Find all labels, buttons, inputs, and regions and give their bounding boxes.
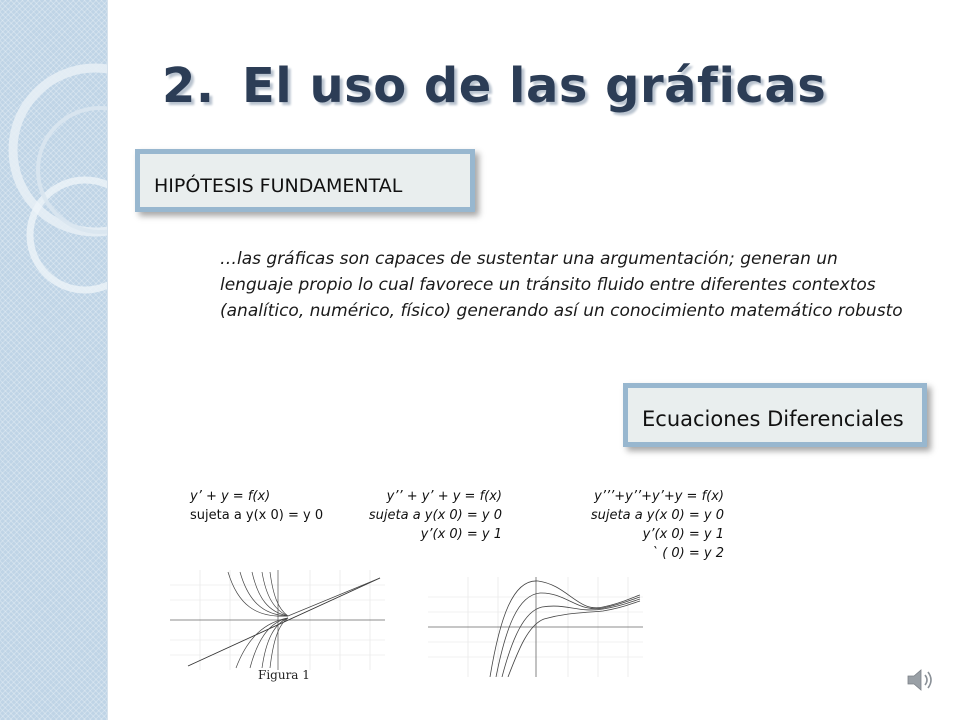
quote-line: …las gráficas son capaces de sustentar una argumentación; generan un (220, 249, 838, 269)
hypothesis-box: HIPÓTESIS FUNDAMENTAL (135, 149, 475, 212)
quote-line: (analítico, numérico, físico) generando así un conocimiento matemático robusto (220, 301, 903, 321)
quote-line: lenguaje propio lo cual favorece un tránsito fluido entre diferentes contextos (220, 275, 876, 295)
slide-title (162, 58, 826, 114)
title-number: 2. (162, 58, 215, 114)
first-order-solution-graph (170, 570, 385, 670)
equation-line: y’’’+y’’+y’+y = f(x) (594, 489, 724, 504)
higher-order-solution-graph (428, 577, 643, 677)
speaker-icon[interactable] (905, 665, 935, 695)
equation-line: y’’ + y’ + y = f(x) (386, 489, 502, 504)
equation-line: sujeta a y(x 0) = y 0 (190, 508, 324, 523)
equation-line: sujeta a y(x 0) = y 0 (368, 508, 502, 523)
equation-line: ` ( 0) = y 2 (651, 546, 724, 561)
hypothesis-quote (220, 246, 940, 324)
figure-caption: Figura 1 (258, 668, 310, 682)
equation-line: sujeta a y(x 0) = y 0 (590, 508, 724, 523)
second-order-equation (357, 487, 502, 544)
equation-line: y’(x 0) = y 1 (420, 527, 502, 542)
differential-equations-box: Ecuaciones Diferenciales (623, 383, 927, 447)
equation-line: y’ + y = f(x) (190, 489, 271, 504)
decorative-sidebar (0, 0, 108, 720)
first-order-equation (190, 487, 323, 525)
third-order-equation (560, 487, 724, 563)
solution-curves (490, 581, 640, 677)
equation-line: y’(x 0) = y 1 (642, 527, 724, 542)
decorative-arcs (0, 0, 107, 720)
title-text: El uso de las gráficas (242, 58, 827, 114)
